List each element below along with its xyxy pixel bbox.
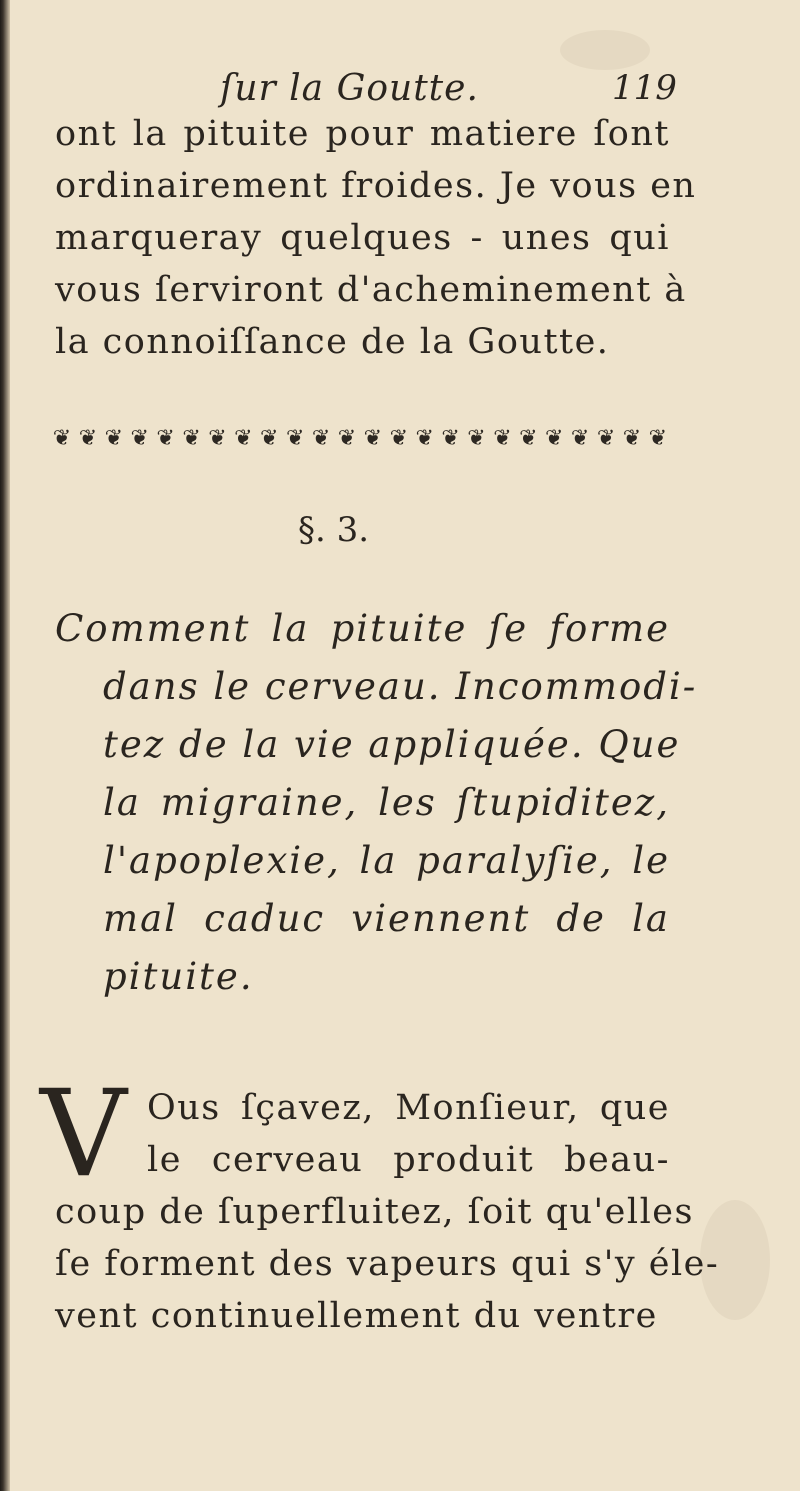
fleuron-icon: ❦ bbox=[570, 425, 590, 451]
text-line: coup de ſuperfluitez, ſoit qu'elles bbox=[55, 1192, 694, 1232]
section-heading bbox=[55, 600, 698, 1006]
fleuron-icon: ❦ bbox=[260, 425, 279, 451]
text-line: ſe forment des vapeurs qui s'y éle- bbox=[55, 1244, 720, 1284]
heading-line: l'apoplexie, la paralyſie, le bbox=[103, 839, 670, 882]
text-line: la connoiſſance de la Goutte. bbox=[55, 322, 610, 362]
fleuron-icon: ❦ bbox=[182, 425, 201, 451]
fleuron-icon: ❦ bbox=[208, 425, 227, 451]
heading-line: mal caduc viennent de la bbox=[103, 897, 670, 940]
fleuron-icon: ❦ bbox=[156, 425, 175, 451]
page-number: 119 bbox=[612, 68, 677, 108]
text-line: ont la pituite pour matiere ſont bbox=[55, 114, 670, 154]
fleuron-icon: ❦ bbox=[493, 425, 512, 451]
fleuron-icon: ❦ bbox=[104, 425, 124, 451]
fleuron-icon: ❦ bbox=[234, 425, 253, 451]
heading-line: la migraine, les ſtupiditez, bbox=[103, 781, 670, 824]
text-line: Ous ſçavez, Monſieur, que bbox=[147, 1088, 670, 1128]
fleuron-icon: ❦ bbox=[78, 425, 98, 451]
running-head-title: ſur la Goutte. bbox=[220, 68, 479, 109]
paragraph-continued bbox=[55, 108, 697, 368]
fleuron-icon: ❦ bbox=[311, 425, 331, 451]
fleuron-icon: ❦ bbox=[285, 425, 305, 451]
fleuron-icon: ❦ bbox=[415, 425, 434, 451]
fleuron-icon: ❦ bbox=[596, 425, 616, 451]
fleuron-icon: ❦ bbox=[130, 425, 149, 451]
fleuron-icon: ❦ bbox=[389, 425, 408, 451]
text-line: le cerveau produit beau- bbox=[147, 1140, 670, 1180]
paragraph-body bbox=[55, 1082, 720, 1342]
fleuron-icon: ❦ bbox=[52, 425, 72, 451]
book-spine-edge bbox=[0, 0, 10, 1491]
fleuron-icon: ❦ bbox=[545, 425, 564, 451]
text-line: marqueray quelques - unes qui bbox=[55, 218, 670, 258]
fleuron-icon: ❦ bbox=[648, 425, 668, 451]
fleuron-icon: ❦ bbox=[467, 425, 486, 451]
section-number: §. 3. bbox=[298, 510, 370, 550]
fleuron-icon: ❦ bbox=[363, 425, 383, 451]
heading-line: Comment la pituite ſe forme bbox=[55, 607, 670, 650]
heading-line: pituite. bbox=[103, 955, 254, 998]
drop-cap: V bbox=[40, 1065, 127, 1204]
text-line: vent continuellement du ventre bbox=[55, 1296, 658, 1336]
fleuron-icon: ❦ bbox=[519, 425, 538, 451]
fleuron-icon: ❦ bbox=[622, 425, 642, 451]
decorative-ornament-row bbox=[50, 408, 670, 468]
heading-line: tez de la vie appliquée. Que bbox=[103, 723, 681, 766]
fleuron-icon: ❦ bbox=[337, 425, 357, 451]
text-line: vous ſerviront d'acheminement à bbox=[55, 270, 687, 310]
fleuron-icon: ❦ bbox=[441, 425, 460, 451]
heading-line: dans le cerveau. Incommodi- bbox=[103, 665, 698, 708]
text-line: ordinairement froides. Je vous en bbox=[55, 166, 697, 206]
